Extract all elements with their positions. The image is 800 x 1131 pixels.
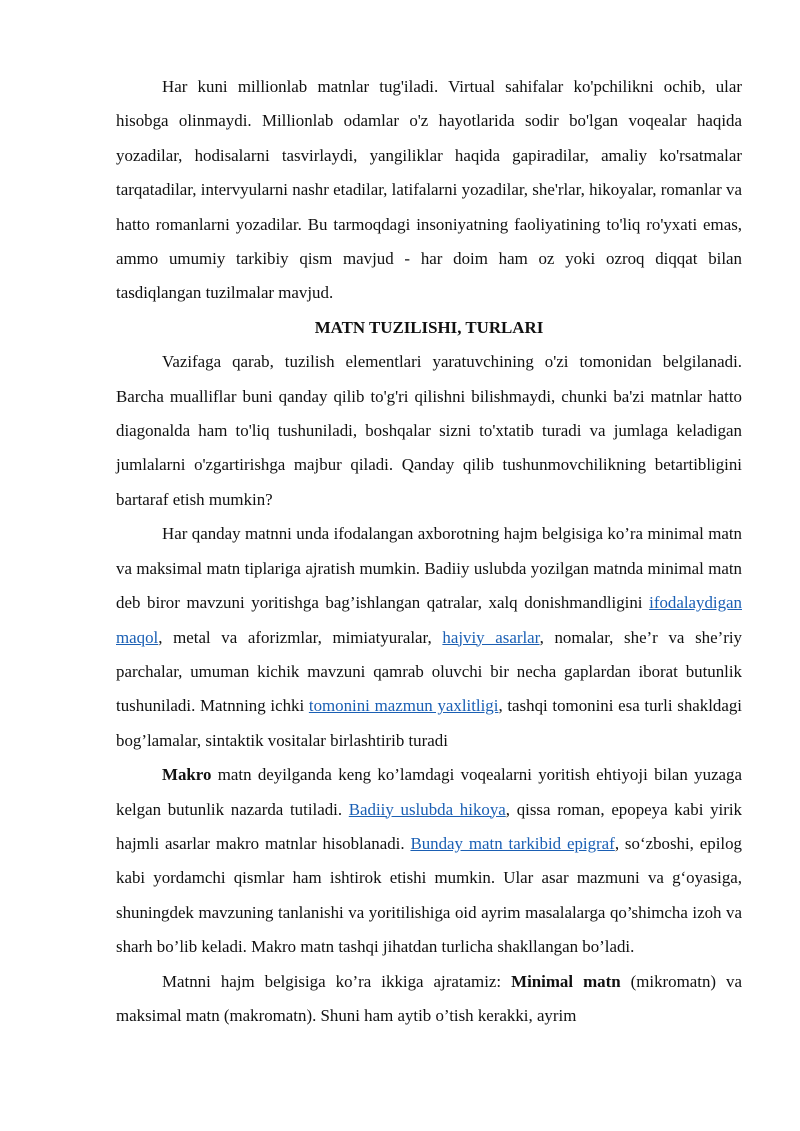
- paragraph-structure: Vazifaga qarab, tuzilish elementlari yaratuvchining o'zi tomonidan belgilanadi. Barcha mualliflar buni qanday qilib to'g'ri qilishni bilishmaydi, chunki ba'zi matnlar hatto diagonalda ham to'liq tushuniladi, boshqalar sizni to'xtatib turadi va jumlaga keladigan jumlalarni o'zgartirishga majbur qiladi. Qanday qilib tushunmovchilikning betartibligini bartaraf etish mumkin?: [116, 352, 742, 509]
- text-span: , qissa roman, epopeya kabi yirik hajmli asarlar makro matnlar hisoblanadi.: [116, 799, 743, 853]
- text-span: Matnni hajm belgisiga ko’ra ikkiga ajratamiz:: [162, 971, 512, 991]
- bold-term-minimal-matn: Minimal matn: [511, 971, 621, 991]
- paragraph-minimal-text: [116, 517, 742, 758]
- text-span: Har qanday matnni unda ifodalangan axborotning hajm belgisiga ko’ra minimal matn va maksimal matn tiplariga ajratish mumkin. Badiiy uslubda yozilgan matnda minimal matn deb biror mavzuni yoritishga bag’ishlangan qatralar, xalq donishmandligini: [116, 524, 742, 613]
- link-hajviy-asarlar[interactable]: hajviy asarlar: [442, 627, 540, 647]
- paragraph-classification: [116, 965, 742, 1034]
- text-span: , nomalar, she’r va she’riy parchalar, umuman kichik mavzuni qamrab oluvchi bir necha gaplardan iborat butunlik tushuniladi. Matnning ichki: [116, 627, 742, 716]
- text-span: matn deyilganda keng ko’lamdagi voqealarni yoritish ehtiyoji bilan yuzaga kelgan butunlik nazarda tutiladi.: [116, 765, 742, 819]
- text-span: , metal va aforizmlar, mimiatyuralar,: [158, 627, 443, 647]
- text-span: (mikromatn) va maksimal matn (makromatn). Shuni ham aytib o’tish kerakki, ayrim: [116, 971, 742, 1025]
- link-ifodalaydigan-maqol[interactable]: ifodalaydigan maqol: [116, 593, 742, 647]
- bold-term-makro: Makro: [162, 765, 212, 785]
- paragraph-makro-text: [116, 758, 742, 964]
- text-span: , tashqi tomonini esa turli shakldagi bog’lamalar, sintaktik vositalar birlashtirib turadi: [116, 696, 742, 750]
- link-mazmun-yaxlitligi[interactable]: tomonini mazmun yaxlitligi: [308, 696, 499, 716]
- link-matn-tarkibid-epigraf[interactable]: Bunday matn tarkibid epigraf: [410, 833, 615, 853]
- document-page: [116, 70, 742, 1033]
- link-badiiy-hikoya[interactable]: Badiiy uslubda hikoya: [348, 799, 506, 819]
- paragraph-intro: Har kuni millionlab matnlar tug'iladi. Virtual sahifalar ko'pchilikni ochib, ular hisobga olinmaydi. Millionlab odamlar o'z hayotlarida sodir bo'lgan voqealar haqida yozadilar, hodisalarni tasvirlaydi, yangiliklar haqida gapiradilar, amaliy ko'rsatmalar tarqatadilar, intervyularni nashr etadilar, latifalarni yozadilar, she'rlar, hikoyalar, romanlar va hatto romanlarni yozadilar. Bu tarmoqdagi insoniyatning faoliyatining to'liq ro'yxati emas, ammo umumiy tarkibiy qism mavjud - har doim ham oz yoki ozroq diqqat bilan tasdiqlangan tuzilmalar mavjud.: [116, 77, 742, 303]
- text-span: , so‘zboshi, epilog kabi yordamchi qismlar ham ishtirok etishi mumkin. Ular asar mazmuni va g‘oyasiga, shuningdek mavzuning tanlanishi va yoritilishiga oid ayrim masalalarga qo’shimcha izoh va sharh bo’lib keladi. Makro matn tashqi jihatdan turlicha shakllangan bo’ladi.: [116, 833, 742, 957]
- section-heading: MATN TUZILISHI, TURLARI: [314, 317, 544, 337]
